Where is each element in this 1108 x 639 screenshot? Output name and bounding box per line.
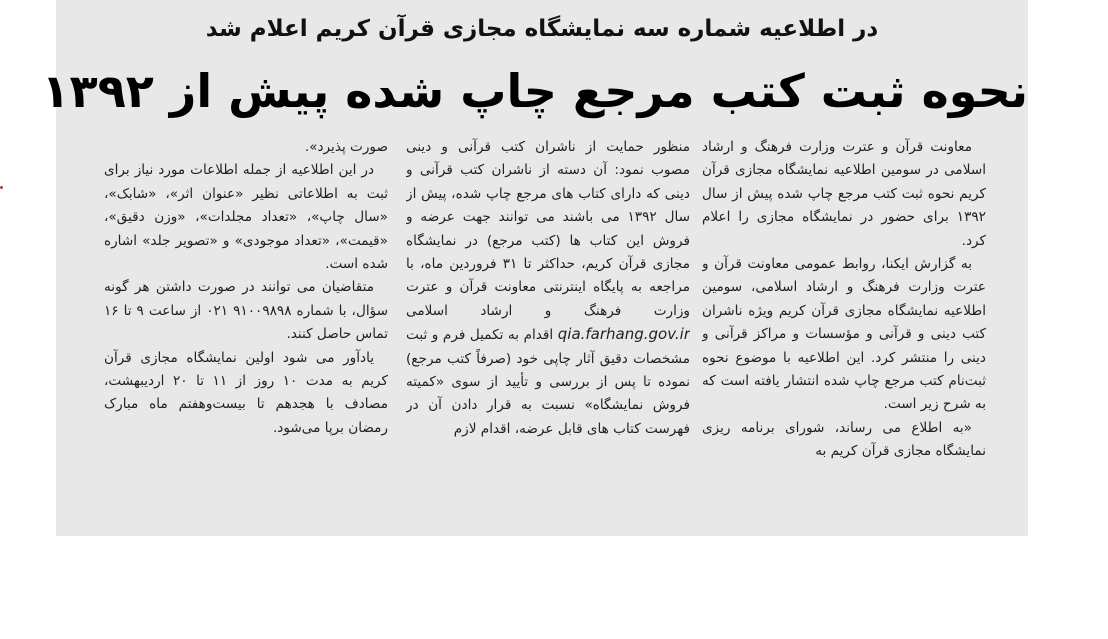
article-kicker: در اطلاعیه شماره سه نمایشگاه مجازی قرآن کریم اعلام شد xyxy=(205,16,879,42)
paragraph: یادآور می شود اولین نمایشگاه مجازی قرآن کریم به مدت ۱۰ روز از ۱۱ تا ۲۰ اردیبهشت، مصادف با هجدهم تا بیست‌وهفتم ماه مبارک رمضان برپا می‌شود. xyxy=(104,349,388,436)
website-url: qia.farhang.gov.ir xyxy=(557,325,690,344)
paragraph-text: اقدام به تکمیل فرم و ثبت مشخصات دقیق آثار چاپی خود (صرفاً کتب مرجع) نموده تا پس از بررسی و تأیید از سوی «کمیته فروش نمایشگاه» نسبت به قرار دادن آن در فهرست کتاب های قابل عرضه، اقدام لازم xyxy=(406,327,690,437)
article-column-3 xyxy=(104,136,388,440)
paragraph: به گزارش ایکنا، روابط عمومی معاونت قرآن و عترت وزارت فرهنگ و ارشاد اسلامی، سومین اطلاعیه نمایشگاه مجازی قرآن کریم ویژه ناشران کتب دینی و قرآنی و مؤسسات و مراکز قرآنی و دینی را منتشر کرد. این اطلاعیه با موضوع نحوه ثبت‌نام کتب مرجع چاپ شده انتشار یافته است که به شرح زیر است. xyxy=(702,256,986,413)
paragraph: در این اطلاعیه از جمله اطلاعات مورد نیاز برای ثبت به اطلاعاتی نظیر «عنوان اثر»، «شابک»، «سال چاپ»، «تعداد مجلدات»، «وزن دقیق»، «قیمت»، «تعداد موجودی» و «تصویر جلد» اشاره شده است. xyxy=(104,162,388,273)
margin-mark xyxy=(0,186,3,189)
paragraph: صورت پذیرد». xyxy=(304,139,388,155)
paragraph: متقاضیان می توانند در صورت داشتن هر گونه سؤال، با شماره ۹۱۰۰۹۸۹۸ ۰۲۱ از ساعت ۹ تا ۱۶ تماس حاصل کنند. xyxy=(104,279,388,343)
paragraph: «به اطلاع می رساند، شورای برنامه ریزی نمایشگاه مجازی قرآن کریم به xyxy=(702,419,986,460)
paragraph: معاونت قرآن و عترت وزارت فرهنگ و ارشاد اسلامی در سومین اطلاعیه نمایشگاه مجازی قرآن کریم نحوه ثبت کتب مرجع چاپ شده پیش از سال ۱۳۹۲ برای حضور در نمایشگاه مجازی را اعلام کرد. xyxy=(702,139,986,249)
article-column-1 xyxy=(702,136,986,464)
article-headline: نحوه ثبت کتب مرجع چاپ شده پیش از ۱۳۹۲ xyxy=(41,64,1028,118)
paragraph xyxy=(406,136,690,441)
paragraph-text: منظور حمایت از ناشران کتب قرآنی و دینی مصوب نمود: آن دسته از ناشران کتب قرآنی و دینی که دارای کتاب های مرجع چاپ شده، پیش از سال ۱۳۹۲ می باشند می توانند جهت عرضه و فروش این کتاب ها (کتب مرجع) در نمایشگاه مجازی قرآن کریم، حداکثر تا ۳۱ فروردین ماه، با مراجعه به پایگاه اینترنتی معاونت قرآن و عترت وزارت فرهنگ و ارشاد اسلامی xyxy=(406,139,690,319)
article-column-2 xyxy=(406,136,690,441)
newspaper-clipping xyxy=(41,0,1028,536)
